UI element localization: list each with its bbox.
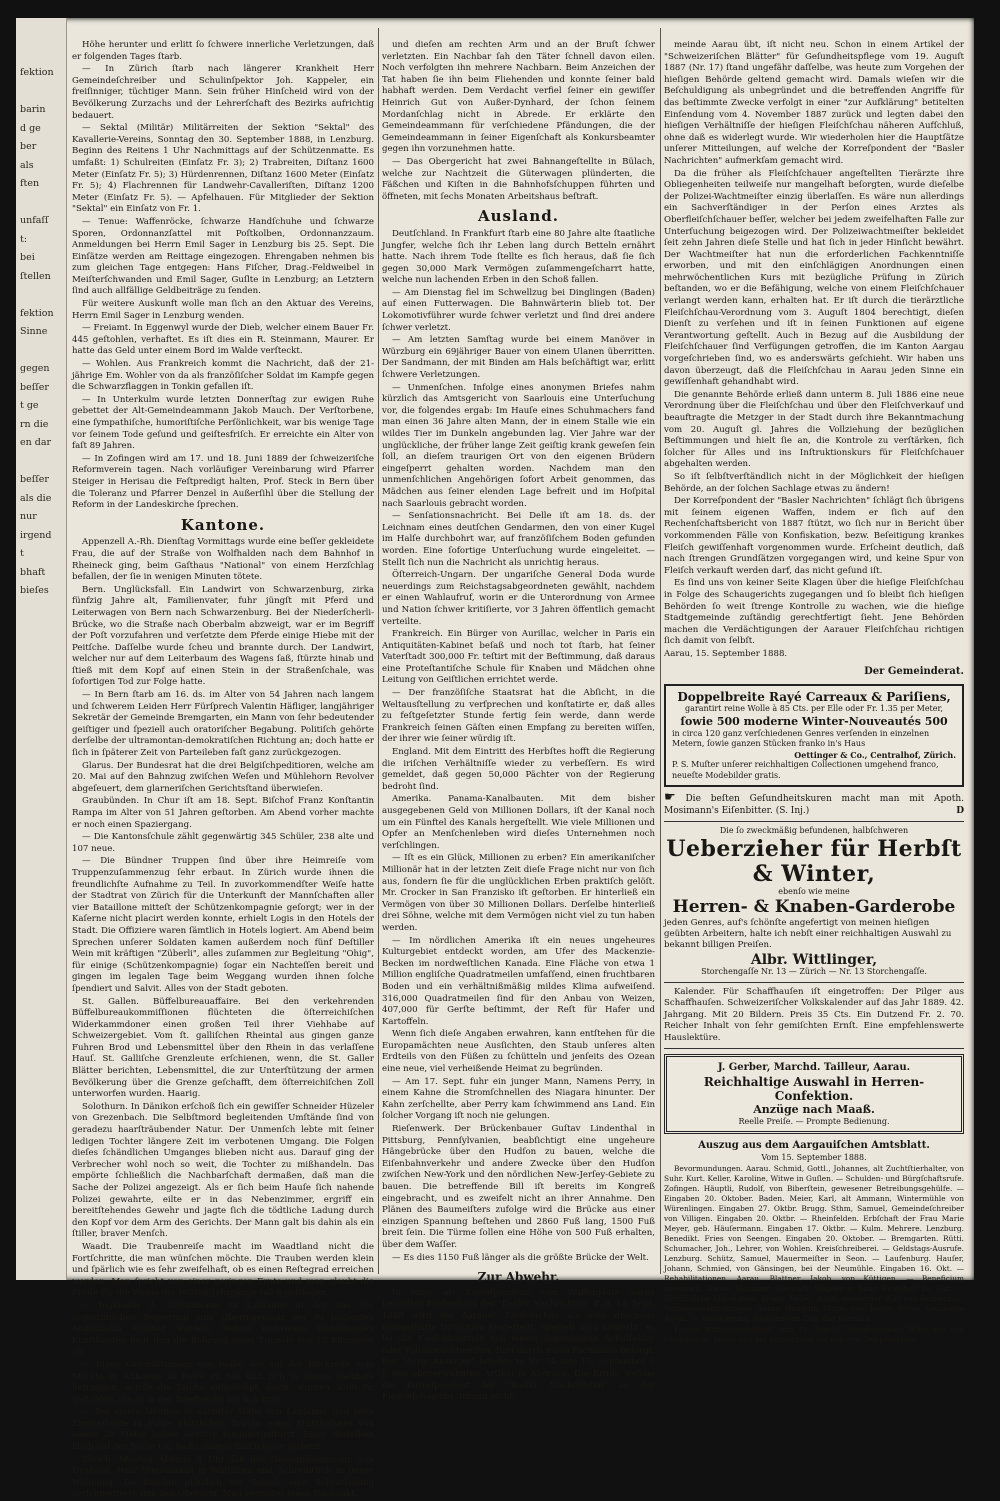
column-rule bbox=[660, 28, 661, 1274]
column-1 bbox=[72, 18, 374, 1500]
ad-headline: Anzüge nach Maaß. bbox=[753, 1102, 875, 1116]
article-paragraph: Die genannte Behörde erließ dann unterm 8. Juli 1886 eine neue Verordnung über die Fleiſchſchau und über den Fleiſchverkauf und beauftragte die Metzger in der Stadt durch ihre Bekanntmachung vom 20. Auguſt gl. Jahres die Vollziehung der bezüglichen Beſtimmungen und hielt ſie an, die Kontrole zu verſtärken, ſich ſolcher für Alles und ins Inſtruktionskurs für Fleiſchſchauer abgehalten werden. bbox=[664, 389, 964, 470]
article-paragraph: — Unmenſchen. Infolge eines anonymen Briefes nahm kürzlich das Amtsgericht von Saarlouis eine Unterſuchung vor, die folgendes ergab: Im Hauſe eines Schuhmachers fand man einen 36 Jahre alten Mann, der in einem Stalle wie ein wildes Tier im Dunkeln angebunden lag. Vier Jahre war der unglückliche, der früher lange Zeit geiſtig krank geweſen ſein ſoll, an dieſem traurigen Ort von den eigenen Brüdern eingeſperrt gehalten worden. Nachdem man den unmenſchlichen Angehörigen ſofort Arbeit genommen, das Mädchen aus ſeiner elenden Lage befreit und im Hoſpital nach Saarlouis gebracht worden. bbox=[382, 382, 655, 509]
article-paragraph: — Die Bündner Truppen ſind über ihre Heimreiſe vom Truppenzuſammenzug ſehr erbaut. In Zürich wurde ihnen die freundlichſte Aufnahme zu Teil. In zuvorkommendſter Weiſe hatte der Stadtrat von Zürich für die Unterkunft der Mannſchaften aller vier Bataillone mitteſt der Schützenkompagnie geſorgt; wer in der Kaſerne nicht placirt werden konnte, erhielt Logis in den Hotels der Stadt. Die Offiziere waren ſämtlich in Hotels logiert. Am Abend beim Sprechen unſerer Soldaten kamen außerdem noch fünf Deſtiller Wein mit kräftigen "Züberli", alles zuſammen zur Begleitung "Ohig", für einige (Schützenkompagnie) ſogar ein Nachteſſen bereit und gingen im legalen Tage beim Weggang wurden ihnen ſolche ſpendiert und Salvit. Alles von der Stadt geboten. bbox=[72, 856, 374, 994]
weather-report: Pariſer Witterungsbericht vom 21. Septbr. Wahrſcheinlich Wind aus den Oſtregionen, heiter und bei hinreichend bei höheren Temperaturen. bbox=[664, 1324, 964, 1344]
article-paragraph: — Bei einem Neubau in nächſter Nähe von Lauſanne ſind zehn Zimmerleute in Folge plötzlichen Bruchs eines Stützbalkens von einem 20 Meter hohen Gerüſte hinuntergeſtürzt. Einer derſelben blieb auf der Stelle tot, ſechs andere ſind ſchwer verletzt. bbox=[72, 1407, 374, 1453]
ad-text: ebenſo wie meine bbox=[778, 886, 850, 896]
article-paragraph: — Wohlen. Aus Frankreich kommt die Nachricht, daß der 21-jährige Em. Wohler von da als franzöſiſcher Soldat im Kampfe gegen die Schwarzflaggen in Tonkin gefallen iſt. bbox=[72, 359, 374, 393]
article-paragraph: Öſterreich-Ungarn. Der ungariſche General Doda wurde neuerdings zum Reichstagsabgeordneten gewählt, nachdem er einen Wahlaufruf, worin er die Unterordnung von Armee und Nation ſchwer kritiſierte, vor 3 Jahren öffentlich gemacht verteilte. bbox=[382, 570, 655, 627]
article-paragraph: — Der franzöſiſche Staatsrat hat die Abſicht, in die Weltausſtellung zu verſprechen und konſtatirte er, daß alles zu feſtgeſetzter Stunde fertig ſein werde, dann werde Frankreich ſeinen Gäſten einen Empfang zu bereiten wiſſen, der ihrer wie ſeiner würdig iſt. bbox=[382, 688, 655, 745]
article-paragraph: — Einen Geſchäftsmann von Rolle, der auf der Rückreiſe vom Markte in Aubonne in Bière zu tun und ſich in einem Gaſthofe betrunken, wurde die Taſche aufgeſtülpt, darin, wurden 3000 Fr. geſtohlen, die er in der Brieftaſche bei ſich trug. bbox=[72, 1359, 374, 1405]
column-rule bbox=[378, 28, 379, 1274]
article-paragraph: Höhe herunter und erlitt ſo ſchwere innerliche Verletzungen, daß er folgenden Tages ſtarb. bbox=[72, 40, 374, 62]
section-heading-zur-abwehr: Zur Abwehr. bbox=[477, 1270, 560, 1285]
article-paragraph: St. Gallen. Büffelbureauaffaire. Bei den verkehrenden Büffelbureaukommiſſionen flüchteten die öſterreichiſchen Widerkammdoner einen großen Teil ihrer Viehhabe auf Schweizergebiet. Vom ſt. galliſchen Rheintal aus gingen ganze Fuhren Brod und Lebensmittel über den Rhein in das verlaſſene Hauſ. St. Galliſche Grenzleute erſchienen, wenn, die St. Galler Blätter berichten, Lebensmittel, die zur Unterſtützung der armen Bevölkerung über die Grenze geſchafft, dem öſterreichiſchen Zoll unterworfen wurden. Haarig. bbox=[72, 996, 374, 1100]
article-paragraph: — Ingenieur A. Schatzmann zu Lauſanne iſt der von der argentiniſchen Regierung zum Oberingenieur der zu bauenden Andenbahn ernannt worden. Neben mehrerem bedeutenden Kunſtbauten liegt ihm die Bohrung eines Tunnels von 12 Kilometer ob. bbox=[72, 1300, 374, 1358]
section-heading-ausland: Ausland. bbox=[477, 207, 560, 226]
advertisement-fabrics bbox=[664, 684, 964, 787]
ad-text: Die beſten Geſundheitskuren macht man mit Apoth. Mosimann's Eiſenbitter. (S. Inj.) bbox=[664, 794, 964, 817]
adjacent-page-text: fektion barin d ge ber als ften unfaſſ t: bei ſtellen fektion Sinne gegen beſſer t ge rn die en dar beſſer als die nur irgend t bhaft bieſes bbox=[20, 67, 54, 596]
article-paragraph: meinde Aarau übt, iſt nicht neu. Schon in einem Artikel der "Schweizeriſchen Blätter" für Geſundheitspflege vom 19. Auguſt 1887 (Nr. 17) ſtand ungefähr daſſelbe, was heute zum Vorgehen der hieſigen Behörde geltend gemacht wird. Damals wieſen wir die Beſchuldigung als unbegründet und die betreffenden Angriffe für das beſtimmte Zwecke verfolgt in einer "zur Aufklärung" betitelten Einſendung vom 4. November 1887 zurück und legten dabei den hieſigen Verhältniſſe der hieſigen Fleiſchſchau näheren Aufſchluß, ohne daß es widerlegt wurde. Wir wiederholen hier die Hauptſätze unſerer Mitteilungen, auf welche der Korreſpondent der "Basler Nachrichten" aufmerkſam gemacht wird. bbox=[664, 40, 964, 166]
article-paragraph: — Tenue: Waffenröcke, ſchwarze Handſchuhe und ſchwarze Sporen, Ordonnanzſattel mit Poſtkolben, Ordonnanzzaum. Anmeldungen bei Herrn Emil Sager in Lenzburg bis 25. Sept. Die Einſätze werden am Reittage eingezogen. Ehrengaben nehmen bis zum gleichen Tage entgegen: Hans Fiſcher, Drag.-Feldweibel in Meiſterſchwanden und Emil Sager, Guſlte in Lenzburg; an Letztern ſind auch allfällige Geldbeiträge zu ſenden. bbox=[72, 216, 374, 297]
article-paragraph: — Sektal (Militär) Militärreiten der Sektion "Sektal" des Kavallerie-Vereins, Sonntag den 30. September 1888, in Lenzburg. Beginn des Reitens 1 Uhr Nachmittags auf der Schützenmatte. Es umfaßt: 1) Schulreiten (Einſatz Fr. 3); 2) Trabreiten, Diſtanz 1600 Meter (Einſatz Fr. 5); 3) Hürdenrennen, Diſtanz 1600 Meter (Einſatz Fr. 5); 4) Flachrennen für Landwehr-Cavalleriſten, Diſtanz 1200 Meter (Einſatz Fr. 5). — Apfelhauen. Für Mitglieder der Sektion "Sektal" ein Einſatz von Fr. 1. bbox=[72, 123, 374, 215]
ad-headline: Ueberzieher für Herbſt & Winter, bbox=[666, 835, 962, 887]
ad-text: Die ſo zweckmäßig befundenen, halbſchweren bbox=[719, 826, 909, 836]
ad-text: jeden Genres, auf's ſchönſte angefertigt von meinen hieſigen geübten Arbeitern, halte ich nebſt einer reichhaltigen Auswahl zu bekannt billigen Preiſen. bbox=[664, 918, 952, 951]
article-paragraph: Deutſchland. In Frankfurt ſtarb eine 80 Jahre alte ſtaatliche Jungfer, welche ſich ihr Leben lang durch Betteln ernährt hatte. Nach ihrem Tode ſtellte es ſich heraus, daß ſie ſich gegen 30,000 Mark Vermögen zuſammengeſcharrt hatte, welche nun lachenden Erben in den Schoß fallen. bbox=[382, 228, 655, 286]
pointing-hand-icon: ☛ bbox=[664, 790, 676, 806]
article-paragraph: Für weitere Auskunft wolle man ſich an den Aktuar des Vereins, Herrn Emil Sager in Lenzburg wenden. bbox=[72, 299, 374, 321]
official-gazette-text: Bevormundungen. Aarau. Schmid, Gottl., Johannes, alt Zuchtſtierhalter, von Suhr. Kurt. Keller, Karoline, Witwe in Guſlen. — Schulden- und Bürgſchaftsrufe. Zofingen. Häuptli, Rudolf, von Biberſtein, gewesener Betreibungsgehülfe. — Eingaben 20. Oktober. Baden. Meier, Karl, alt Ammann, Wintermühle von Würenlingen. Eingaben 27. Oktbr. Brugg. Sthm, Samuel, Gemeindeſchreiber von Villigen. Eingaben 20. Oktbr. — Rheinfelden. Erbſchaft der Frau Marie Meyer, geb. Häuſermann. Eingaben 17. Oktbr. — Kulm. Mehrere. Lenzburg. Benedikt. Fries von Seengen. Eingaben 20. Oktober. — Bremgarten. Rütti. Schumacher, Joh., Lehrer, von Wohlen. Kreisſchreiberei. — Geldstags-Ausrufe. Lenzburg. Schütz, Samuel, Mauermeiſter in Seon. — Laufenburg. Hauſer, Johann, Schmied, von Gänsingen, bei der Neumühle. Eingaben 16. Okt. — Rehabilitationen. Aarau. Blattner, Jakob, von Küttigen. — Beneficium Inventarii. Aarau. Hunziker, Heinrich, Wagner in Suhr. Eingaben 16. Okt. — Gerichtliche Liquidation. Brugg. Keller, Adolf, gewesener Wirt von Bözberg. — Vermögensabtretungen. Aarau. Hauptlin, Marie, geb. Koller, Witwe, Gemeinde Aarau. — Auslieferung. Dieſelbe von Zug. Zur Kenntnis. bbox=[664, 1163, 964, 1323]
article-paragraph: — Das Obergericht hat zwei Bahnangeſtellte in Bülach, welche zur Nachtzeit die Güterwagen plünderten, die Fäßchen und Kiſten in die Bahnhofsſchuppen führten und öffneten, mit ſechs Monaten Arbeitshaus beſtraft. bbox=[382, 156, 655, 202]
article-paragraph: Solothurn. In Dänikon erſchoß ſich ein gewiſſer Schneider Hüzeler von Grezenbach. Die Selbſtmord begleitenden Umſtände ſind von geradezu haarſträubender Natur. Der Unmenſch lebte mit ſeiner ledigen Tochter längere Zeit im verbotenen Umgang. Die Folgen dieſes ſchändlichen Umganges blieben nicht aus. Darauf ging der Verbrecher wohl noch so weit, die Tochter zu mißhandeln. Das empörte ſchließlich die Nachbarſchaft dermaßen, daß man die Sache der Polizei angezeigt. Als er ſich beim Hauſe ſich nahende Polizei gewahrte, eilte er in das Nebenzimmer, ergriff ein bereitſtehendes Gewehr und jagte ſich die tödtliche Ladung durch den Kopf vor dem Arm des Gerichts. Der Mann galt bis dahin als ein ſtiller, braver Menſch. bbox=[72, 1101, 374, 1240]
article-paragraph: Waadt. Die Traubenreiſe macht im Waadtland nicht die Fortſchritte, die man wünſchen möchte. Die Trauben werden klein und ſpärlich wie es ſehr zweifelhaft, ob es einen Reſtegrad erreichen werden. Man ſpricht von einer geringen Ernte und man glaubt die Preiſe für die Weine der letzten Jahrgänge raſch geſtiegen. bbox=[72, 1241, 374, 1299]
advertisement-gerber bbox=[664, 1054, 964, 1135]
ad-firm: J. Gerber, Marchd. Tailleur, Aarau. bbox=[717, 1061, 911, 1073]
article-paragraph: — Am letzten Samſtag wurde bei einem Manöver in Würzburg ein 69jähriger Bauer von einem Ulanen überritten. Der Sandmann, der mit Binden am Hals beſchäftigt war, erlitt ſchwere Verletzungen. bbox=[382, 335, 655, 381]
article-paragraph: Graubünden. In Chur iſt am 18. Sept. Biſchof Franz Konſtantin Rampa im Alter von 51 Jahren geſtorben. Am Abend vorher machte er noch einen Spaziergang. bbox=[72, 796, 374, 830]
ad-text: garantirt reine Wolle à 85 Cts. per Elle oder Fr. 1.35 per Meter, bbox=[684, 704, 943, 714]
ad-address: Storchengaſſe Nr. 13 — Zürich — Nr. 13 Storchengaſſe. bbox=[701, 967, 927, 977]
ad-headline: Herren- & Knaben-Garderobe bbox=[672, 897, 956, 918]
section-heading-kantone: Kantone. bbox=[180, 515, 266, 534]
ad-mark: D bbox=[956, 806, 964, 817]
article-paragraph: Da die früher als Fleiſchſchauer angeſtellten Tierärzte ihre Obliegenheiten teilweiſe nur mangelhaft beſorgten, wurde dieſelbe der Polizei-Wachtmeiſter einzig überlaſſen. Es wäre nun allerdings ein Sachverſtändiger in der Perſon eines Arztes als Oberfleiſchſchauer beſſer, welcher bei jedem zweifelhaften Falle zur Unterſuchung beigezogen wird. Der Polizeiwachtmeiſter bekleidet ſeit zehn Jahren dieſe Stelle und hat ſich in jeder Hinſicht bewährt. Der Wachtmeiſter hat nun die erforderlichen Fachkenntniſſe erworben, und mit den einſchlägigen Anordnungen einen mehrwöchentlichen Kurs mit bezügliche Prüfung in Zürich beſtanden, wo er die Befähigung, welche von einem Fleiſchſchauer verlangt werden kann, erhalten hat. Er iſt durch die tierärztliche Fleiſchſchau-Verordnung vom 3. Auguſt 1804 berechtigt, dieſen Dienſt zu verſehen und iſt in ſeinen Funktionen auf eigene Verantwortung geſtellt. Auch in Bezug auf die Ausbildung der Fleiſchſchauer ſind Verfügungen getroffen, die im Kanton Aargau vorgeſchrieben ſind, wo es anderswärts geſchieht. Wir haben uns davon überzeugt, daß die Fleiſchſchau in Aarau jeden Sinne ein gewiſſenhaft gehandhabt wird. bbox=[664, 168, 964, 388]
article-paragraph: — Die Kantonsſchule zählt gegenwärtig 345 Schüler, 238 alte und 107 neue. bbox=[72, 832, 374, 854]
newspaper-page bbox=[16, 18, 974, 1500]
adjacent-page-edge bbox=[16, 18, 67, 1280]
article-paragraph: — In Unterkulm wurde letzten Donnerſtag zur ewigen Ruhe gebettet der Alt-Gemeindeammann Jakob Mauch. Der Verſtorbene, eine ſympathiſche, humoriſtiſche Perſönlichkeit, war bis wenige Tage vor ſeinem Tode geſund und geiſtesfriſch. Er erreichte ein Alter von faſt 89 Jahren. bbox=[72, 394, 374, 452]
article-paragraph: — In Zofingen wird am 17. und 18. Juni 1889 der ſchweizeriſche Reformverein tagen. Nach vorläufiger Vereinbarung wird Pfarrer Steiger in Herisau die Feſtpredigt halten, Prof. Steck in Bern über die Toleranz und Pfarrer Denzel in Außerſihl über die Stellung der Reform in der Landeskirche ſprechen. bbox=[72, 453, 374, 511]
official-gazette-date: Vom 15. September 1888. bbox=[761, 1153, 867, 1163]
article-paragraph: Rieſenwerk. Der Brückenbauer Guſtav Lindenthal in Pittsburg, Pennſylvanien, beabſichtigt eine ungeheure Hängebrücke über den Hudſon zu bauen, welche die Eiſenbahnverkehr und andere Zwecke über den Hudſon zwiſchen New-York und den nördlichen New-Jerſey-Gebiete zu bauen. Die betreffende Bill iſt bereits im Kongreß eingebracht, und es zweifelt nicht an ihrer Annahme. Den Plänen des Baumeiſters zufolge wird die Brücke aus einer einzigen Spannung beſtehen und 2860 Fuß lang, 1500 Fuß breit ſein. Die Türme ſollen eine Höhe von 500 Fuß erhalten, über dem Waſſer. bbox=[382, 1124, 655, 1250]
article-paragraph: So iſt ſelbſtverſtändlich nicht in der Möglichkeit der hieſigen Behörde, an der ſolchen Sachlage etwas zu ändern! bbox=[664, 471, 964, 494]
column-3 bbox=[664, 18, 964, 1344]
article-paragraph: — Im nördlichen Amerika iſt ein neues ungeheures Kulturgebiet entdeckt worden, am Ufer des Mackenzie-Becken im nordweſtlichen Kanada. Eine Fläche von etwa 1 Million engliſche Quadratmeilen umfaſſend, einen fruchtbaren Boden und ein verhältnißmäßig mildes Klima aufweiſend. 316,000 Quadratmeilen ſind für den Anbau von Weizen, 407,000 für Gerſte beſtimmt, der Reſt für Hafer und Kartoffeln. bbox=[382, 935, 655, 1027]
ad-firm: Albr. Wittlinger, bbox=[750, 952, 878, 969]
column-2 bbox=[382, 18, 655, 1403]
article-paragraph: — Am 17. Sept. fuhr ein junger Mann, Namens Perry, in einem Kahne die Stromſchnellen des Niagara hinunter. Der Kahn zerſchellte, aber Perry kam ſchwimmend ans Land. Ein ſolcher Vorgang iſt noch nie gelungen. bbox=[382, 1076, 655, 1122]
ad-headline: Doppelbreite Rayé Carreaux & Pariſiens, bbox=[677, 690, 951, 705]
official-gazette-title: Auszug aus dem Aargauiſchen Amtsblatt. bbox=[698, 1140, 930, 1152]
article-paragraph: Glarus. Der Bundesrat hat die drei Belgiſchpeditioren, welche am 20. Mai auf den Bahnzug zwiſchen Weſen und Mühlehorn Revolver abgeſeuert, dem glarneriſchen Gerichtsſtand überwieſen. bbox=[72, 760, 374, 794]
ad-text: P. S. Muſter unſerer reichhaltigen Collectionen umgehend franco, neueſte Modebilder gratis. bbox=[672, 760, 939, 780]
article-paragraph: Es ſind uns von keiner Seite Klagen über die hieſige Fleiſchſchau in Folge des Schaugerichts zugegangen und ſo bleibt ſich hieſigen Behörden ſo weit ſtrenge Kontrolle zu wachen, wie die hieſige Stadtgemeinde zuſtändig gerechtfertigt ſieht. Jene Behörden machen die Verdächtigungen der Aarauer Fleiſchſchau richtigen ſich damit von ſelbſt. bbox=[664, 578, 964, 647]
dateline: Aarau, 15. September 1888. bbox=[664, 648, 788, 659]
article-paragraph: — Senſationsnachricht. Bei Delle iſt am 18. ds. der Leichnam eines deutſchen Gendarmen, den von einer Kugel im Halſe durchbohrt war, auf franzöſiſchem Boden gefunden worden. Eine ſofortige Unterſuchung wurde eingeleitet. — Stellt ſich nun die Nachricht als unrichtig heraus. bbox=[382, 511, 655, 568]
article-paragraph: Der Korreſpondent der "Basler Nachrichten" ſchlägt ſich übrigens mit ſeinem eigenen Waffen, indem er ſich auf den Rechenſchaftsbericht von 1887 ſtützt, wo ſich nur in Bericht über vorkommenden Fälle von Konfiskation, bezw. Beſeitigung krankes Fleiſch gewiſſenhaft vorgenommen wurde. Erſcheint deutlich, daß nach ſtrengen Grundſätzen vorgegangen wird, und keine Spur von Fleiſch verkauft werden darf, das nicht geſund iſt. bbox=[664, 496, 964, 576]
advertisement-eisenbitter bbox=[664, 792, 964, 817]
article-paragraph: In einer als Korreſpondenz vom Waffenplatz Aarau betitelten Einſendung der "Basler Nachrichten" d. d. 13. Sept. 1888 wird die Aarauer Fleiſchſchau als eine durchaus mangelhafte Inſtitution hingeſtellt. Speziell wird bemerkt, es ſei die Fleiſchkontrole von einem ſogenannten Schulfaktor oder Polizeiwachtmeiſter, ſtatt durch einen Fachmann beſorgt. Der "Aarg. Anzeiger" brachte in Nr. 74 vom 15. September l. J. den obenerwähnten Artikel in Abdruck. Die Kritik, welche die Korreſpondent der "Basler Nachrichten" an der Fleiſchſchau übt, ſtimmt nicht. bbox=[382, 1287, 655, 1403]
ad-headline: Reichhaltige Auswahl in Herren-Confektion. bbox=[703, 1074, 925, 1103]
article-paragraph: und dieſen am rechten Arm und an der Bruſt ſchwer verletzten. Ein Nachbar ſah den Täter ſchnell davon eilen. Noch verfolgten ihn mehrere Nachbarn. Beim Anzeichen der Tat haben ſie ihn beim Fliehenden und konnte ſeiner bald habhaft werden. Dem Verdacht verfiel ſeiner ein gewiſſer Heinrich Gut von Außer-Dynhard, der ſchon ſeinem Mordanſchlag nicht in Abrede. Er erklärte den Gemeindeammann für verſchiedene Pfändungen, die der Gemeindeammann in ſeiner Eigenſchaft als Konkursbeamter gegen ihn vorzunehmen hatte. bbox=[382, 40, 655, 155]
advertisement-wittlinger bbox=[664, 821, 964, 983]
advertisement-kalender: Kalender. Für Schaffhauſen iſt eingetroffen: Der Pilger aus Schaffhauſen. Schweizeriſcher Volkskalender auf das Jahr 1889. 42. Jahrgang. Mit 20 Bildern. Preis 35 Cts. Ein Dutzend Fr. 2. 70. Reicher Inhalt von ſehr gemiſchten Ernſt. Eine empfehlenswerte Hauslektüre. bbox=[664, 987, 964, 1049]
ad-headline: ſowie 500 moderne Winter-Nouveautés 500 bbox=[680, 714, 948, 728]
article-paragraph: Amerika. Panama-Kanalbauten. Mit dem bisher ausgegebenen Geld von Millionen Dollars, iſt der Kanal noch um ein Fünftel des Kanals hergeſtellt. Wie viele Millionen und Opfer an Menſchenleben wird dieſes Unternehmen noch verſchlingen. bbox=[382, 794, 655, 851]
article-paragraph: — Am Dienstag fiel im Schwellzug bei Dinglingen (Baden) auf einen Futterwagen. Die Bahnwärterin blieb tot. Der Lokomotivführer wurde ſchwer verletzt und ſind drei andere ſchwer verletzt. bbox=[382, 287, 655, 333]
article-paragraph: — Es dies 1150 Fuß länger als die größte Brücke der Welt. bbox=[392, 1252, 649, 1263]
article-paragraph: Frankreich. Ein Bürger von Aurillac, welcher in Paris ein Antiquitäten-Kabinet beſaß und noch tot ſtarb, hat ſeiner Vaterſtadt 300,000 Fr. teſtirt mit der Beſtimmung, daß daraus eine Proteſtantiſche Schule für Knaben und Mädchen ohne Leitung von Geiſtlichen errichtet werde. bbox=[382, 629, 655, 686]
ad-text: Reelle Preiſe. — Prompte Bedienung. bbox=[738, 1116, 890, 1126]
article-paragraph: Zürich. Montag Abends 8 Uhr ſaß der Gemeindeammann von Dynhard, Herr Steinemann in Waltſiken und Schreibtiſch in ſeiner Wohnung. Da krachte plötzlich ein Schuß; eine Schrotladung zerſchmetterte ihm den Oberarm. Man vermutet einen Racheakt. bbox=[72, 1454, 374, 1500]
article-paragraph: — In Zürich ſtarb nach längerer Krankheit Herr Gemeindeſchreiber und Schulinſpektor Joh. Kappeler, ein freiſinniger, tüchtiger Mann. Sein früher Hinſcheid wird von der Bevölkerung Zurzachs und der Lehrerſchaft des Bezirks aufrichtig bedauert. bbox=[72, 64, 374, 121]
signature: Der Gemeinderat. bbox=[864, 666, 964, 678]
article-paragraph: Bern. Unglücksfall. Ein Landwirt von Schwarzenburg, zirka fünfzig Jahre alt, Familienvater, fuhr jüngſt mit Pferd und Leiterwagen von Bern nach Schwarzenburg. Bei der Niederſcherli-Brücke, wo die Straße nach Oberbalm abzweigt, war er im Begriff der Poſt vorzufahren und verſetzte dem Pferde einige Hiebe mit der Peitſche. Daſſelbe wurde ſcheu und brannte durch. Der Landwirt, welcher nur auf dem Leiterbaum des Wagens ſaß, ſtürzte hinab und ſtieß mit dem Kopf auf einen Stein in der Straßenſchale, was ſofortigen Tod zur Folge hatte. bbox=[72, 584, 374, 688]
ad-firm: Oettinger & Co., Centralhof, Zürich. bbox=[794, 749, 956, 760]
article-paragraph: — In Bern ſtarb am 16. ds. im Alter von 54 Jahren nach langem und ſchwerem Leiden Herr Fürſprech Valentin Häfliger, langjähriger Sekretär der Gemeinde Bremgarten, ein Mann von ſehr bedeutender geiſtiger und ſpeziell auch oratoriſcher Begabung. Politiſch gehörte derſelbe der ultramontan-demokratiſchen Richtung an; doch hatte er ſich in ſpäterer Zeit von Parteileben faſt ganz zurückgezogen. bbox=[72, 690, 374, 759]
article-paragraph: Appenzell A.-Rh. Dienſtag Vormittags wurde eine beſſer gekleidete Frau, die auf der Straße von Wolfhalden nach dem Bahnhof in Rheineck ging, beim Gaſthaus "National" von einem Herzſchlag befallen, der ſie in wenigen Minuten tötete. bbox=[72, 537, 374, 583]
article-paragraph: — Freiamt. In Eggenwyl wurde der Dieb, welcher einem Bauer Fr. 445 geſtohlen, verhaftet. Es iſt dies ein R. Steinmann, Maurer. Er hatte das Geld unter einem Bord im Walde verſteckt. bbox=[72, 323, 374, 357]
article-paragraph: Wenn ſich dieſe Angaben erwahren, kann entſtehen für die Europamächten neue Ausſichten, den Staub unſeres alten Erdteils von den Füßen zu ſchütteln und jenſeits des Ozean eine neue, viel verheißende Heimat zu begründen. bbox=[382, 1029, 655, 1075]
article-paragraph: — Iſt es ein Glück, Millionen zu erben? Ein amerikaniſcher Millionär hat in der letzten Zeit dieſe Frage nicht nur von ſich aus, ſondern ſie für die unglücklichen Erben praktiſch gelöſt. Mr. Crocker in San Franzisko iſt geſtorben. Er hinterließ ein Vermögen von über 30 Millionen Dollars. Derſelbe hinterließ drei Söhne, welche mit dem Vermögen nicht viel zu tun haben werden. bbox=[382, 853, 655, 933]
ad-text: in circa 120 ganz verſchiedenen Genres verſenden in einzelnen Metern, ſowie ganzen Stücken franko in's Haus bbox=[672, 728, 930, 749]
article-paragraph: England. Mit dem Eintritt des Herbſtes hofft die Regierung die iriſchen Verhältniſſe wieder zu verbeſſern. Es wird gemeldet, daß gegen 50,000 Pächter von der Regierung bedroht ſind. bbox=[382, 747, 655, 792]
